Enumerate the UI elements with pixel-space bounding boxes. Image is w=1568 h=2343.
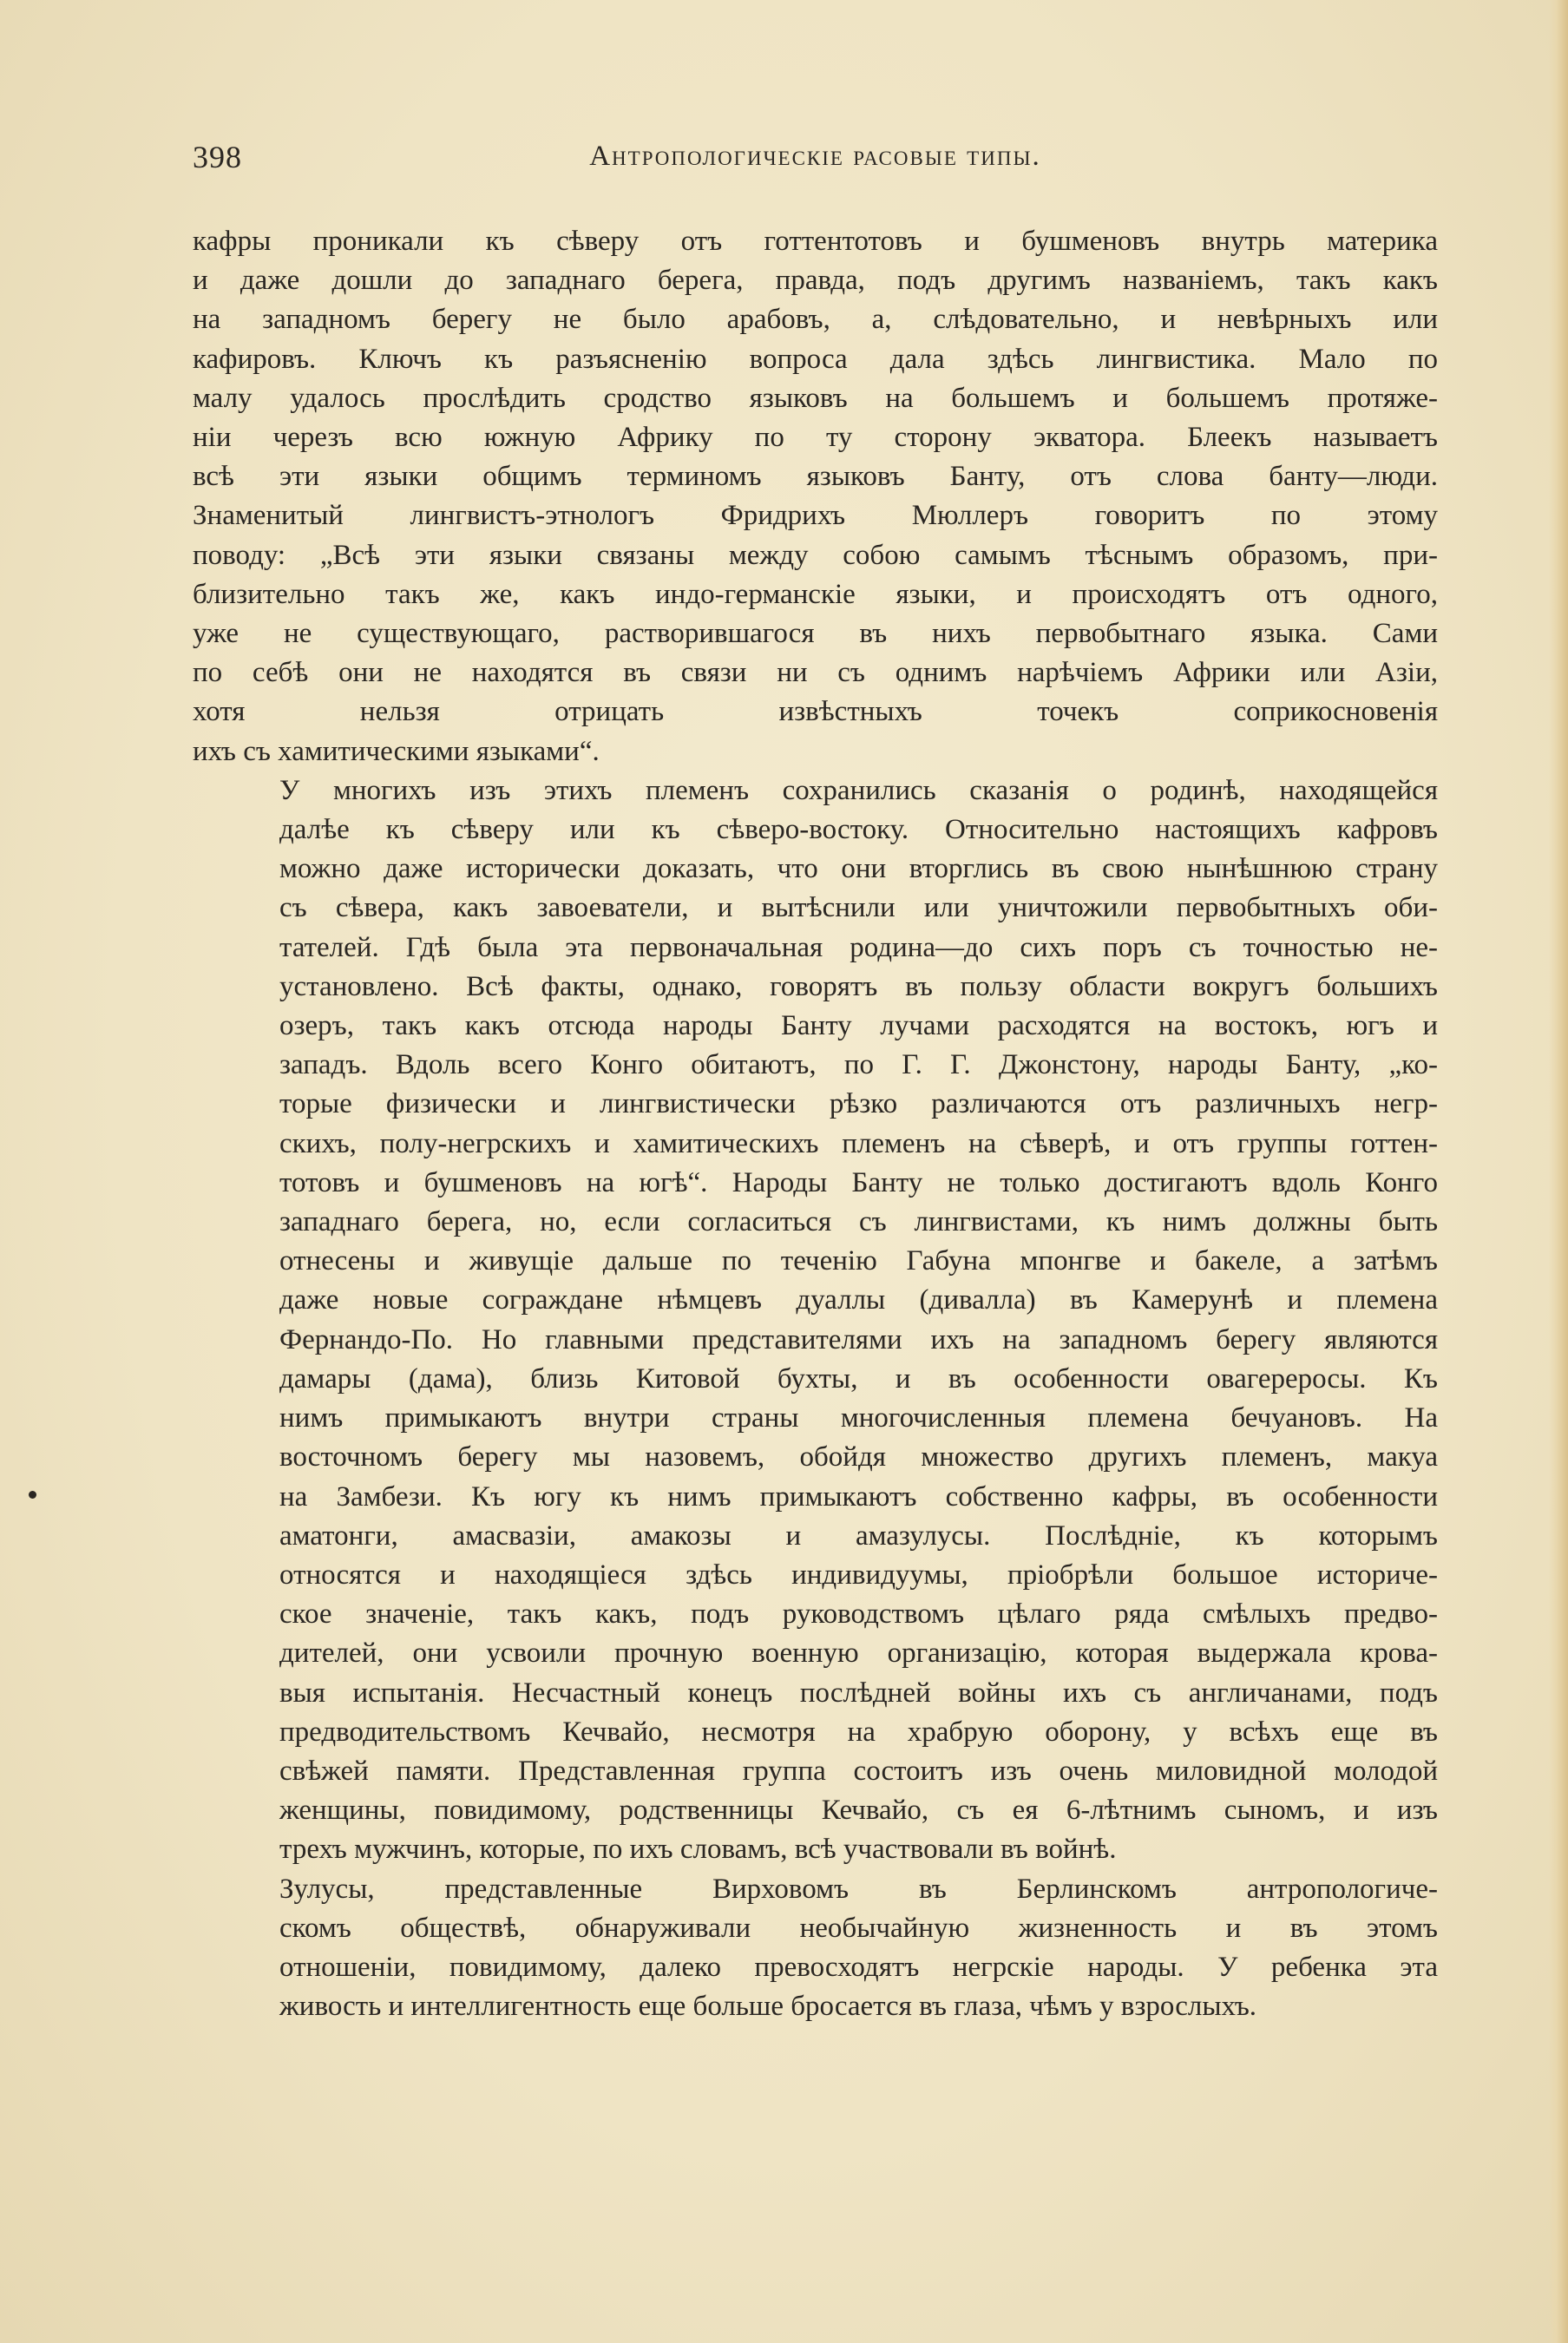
text-line: ское значеніе, такъ какъ, подъ руководствомъ цѣлаго ряда смѣлыхъ предво- (279, 1598, 1438, 1631)
text-line: хотя нельзя отрицать извѣстныхъ точекъ соприкосновенія (193, 696, 1438, 728)
text-line: уже не существующаго, растворившагося въ нихъ первобытнаго языка. Сами (193, 618, 1438, 650)
text-line: кафировъ. Ключъ къ разъясненію вопроса дала здѣсь лингвистика. Мало по (193, 343, 1438, 375)
text-line: отнесены и живущіе дальше по теченію Габуна мпонгве и бакеле, а затѣмъ (279, 1245, 1438, 1277)
text-line: озеръ, такъ какъ отсюда народы Банту лучами расходятся на востокъ, югъ и (279, 1010, 1438, 1042)
text-line: ніи черезъ всю южную Африку по ту сторону экватора. Блеекъ называетъ (193, 422, 1438, 454)
text-line: близительно такъ же, какъ индо-германскіе языки, и происходятъ отъ одного, (193, 578, 1438, 610)
text-line: свѣжей памяти. Представленная группа состоитъ изъ очень миловидной молодой (279, 1755, 1438, 1787)
text-line: западнаго берега, но, если согласиться съ лингвистами, къ нимъ должны быть (279, 1206, 1438, 1238)
text-line: западъ. Вдоль всего Конго обитаютъ, по Г. Г. Джонстону, народы Банту, „ко- (279, 1049, 1438, 1081)
page-header (193, 139, 1438, 191)
text-line: всѣ эти языки общимъ терминомъ языковъ Банту, отъ слова банту—люди. (193, 461, 1438, 493)
text-line: ихъ съ хамитическими языками“. (193, 735, 600, 767)
paragraph (193, 222, 1438, 771)
text-line: на западномъ берегу не было арабовъ, а, слѣдовательно, и невѣрныхъ или (193, 304, 1438, 336)
text-line: съ сѣвера, какъ завоеватели, и вытѣснили или уничтожили первобытныхъ оби- (279, 892, 1438, 924)
text-line: отношеніи, повидимому, далеко превосходятъ негрскіе народы. У ребенка эта (279, 1951, 1438, 1983)
text-line: женщины, повидимому, родственницы Кечвайо, съ ея 6-лѣтнимъ сыномъ, и изъ (279, 1795, 1438, 1827)
body-text (193, 222, 1438, 2026)
page-edge-shadow (1549, 0, 1568, 2343)
text-line: торые физически и лингвистически рѣзко различаются отъ различныхъ негр- (279, 1088, 1438, 1120)
text-line: кафры проникали къ сѣверу отъ готтентотовъ и бушменовъ внутрь материка (193, 226, 1438, 257)
text-line: Фернандо-По. Но главными представителями ихъ на западномъ берегу являются (279, 1323, 1438, 1355)
text-line: У многихъ изъ этихъ племенъ сохранились сказанія о родинѣ, находящейся (279, 774, 1438, 806)
paragraph (193, 1870, 1438, 2027)
ink-dot (29, 1491, 36, 1499)
text-line: аматонги, амасвазіи, амакозы и амазулусы. Послѣдніе, къ которымъ (279, 1519, 1438, 1552)
text-line: предводительствомъ Кечвайо, несмотря на храбрую оборону, у всѣхъ еще въ (279, 1716, 1438, 1748)
text-line: установлено. Всѣ факты, однако, говорятъ въ пользу области вокругъ большихъ (279, 970, 1438, 1002)
text-line: тателей. Гдѣ была эта первоначальная родина—до сихъ поръ съ точностью не- (279, 931, 1438, 963)
text-line: нимъ примыкаютъ внутри страны многочисленныя племена бечуановъ. На (279, 1402, 1438, 1434)
text-line: малу удалось прослѣдить сродство языковъ на большемъ и большемъ протяже- (193, 382, 1438, 414)
paragraph (193, 771, 1438, 1870)
text-line: Зулусы, представленные Вирховомъ въ Берлинскомъ антропологиче- (279, 1873, 1438, 1905)
text-line: поводу: „Всѣ эти языки связаны между собою самымъ тѣснымъ образомъ, при- (193, 539, 1438, 571)
text-line: дамары (дама), близь Китовой бухты, и въ особенности овагереросы. Къ (279, 1362, 1438, 1395)
text-line: даже новые сограждане нѣмцевъ дуаллы (диваллa) въ Камерунѣ и племена (279, 1284, 1438, 1316)
text-line: по себѣ они не находятся въ связи ни съ однимъ нарѣчіемъ Африки или Азіи, (193, 657, 1438, 689)
text-line: относятся и находящіеся здѣсь индивидуумы, пріобрѣли большое историче- (279, 1559, 1438, 1591)
text-line: тотовъ и бушменовъ на югѣ“. Народы Банту не только достигаютъ вдоль Конго (279, 1166, 1438, 1198)
running-head: Антропологическіе расовые типы. (589, 141, 1041, 172)
text-line: скомъ обществѣ, обнаруживали необычайную жизненность и въ этомъ (279, 1912, 1438, 1944)
text-line: трехъ мужчинъ, которые, по ихъ словамъ, всѣ участвовали въ войнѣ. (279, 1834, 1117, 1866)
text-line: дителей, они усвоили прочную военную организацію, которая выдержала крова- (279, 1637, 1438, 1670)
text-line: на Замбези. Къ югу къ нимъ примыкаютъ собственно кафры, въ особенности (279, 1480, 1438, 1513)
text-line: выя испытанія. Несчастный конецъ послѣдней войны ихъ съ англичанами, подъ (279, 1677, 1438, 1709)
page-number: 398 (193, 140, 242, 174)
text-line: скихъ, полу-негрскихъ и хамитическихъ племенъ на сѣверѣ, и отъ группы готтен- (279, 1127, 1438, 1159)
text-line: восточномъ берегу мы назовемъ, обойдя множество другихъ племенъ, макуа (279, 1441, 1438, 1473)
text-line: можно даже исторически доказать, что они вторглись въ свою нынѣшнюю страну (279, 853, 1438, 885)
text-line: далѣе къ сѣверу или къ сѣверо-востоку. Относительно настоящихъ кафровъ (279, 814, 1438, 846)
text-line: и даже дошли до западнаго берега, правда, подъ другимъ названіемъ, такъ какъ (193, 265, 1438, 297)
text-line: Знаменитый лингвистъ-этнологъ Фридрихъ Мюллеръ говоритъ по этому (193, 500, 1438, 532)
text-line: живость и интеллигентность еще больше бросается въ глаза, чѣмъ у взрослыхъ. (279, 1991, 1257, 2023)
